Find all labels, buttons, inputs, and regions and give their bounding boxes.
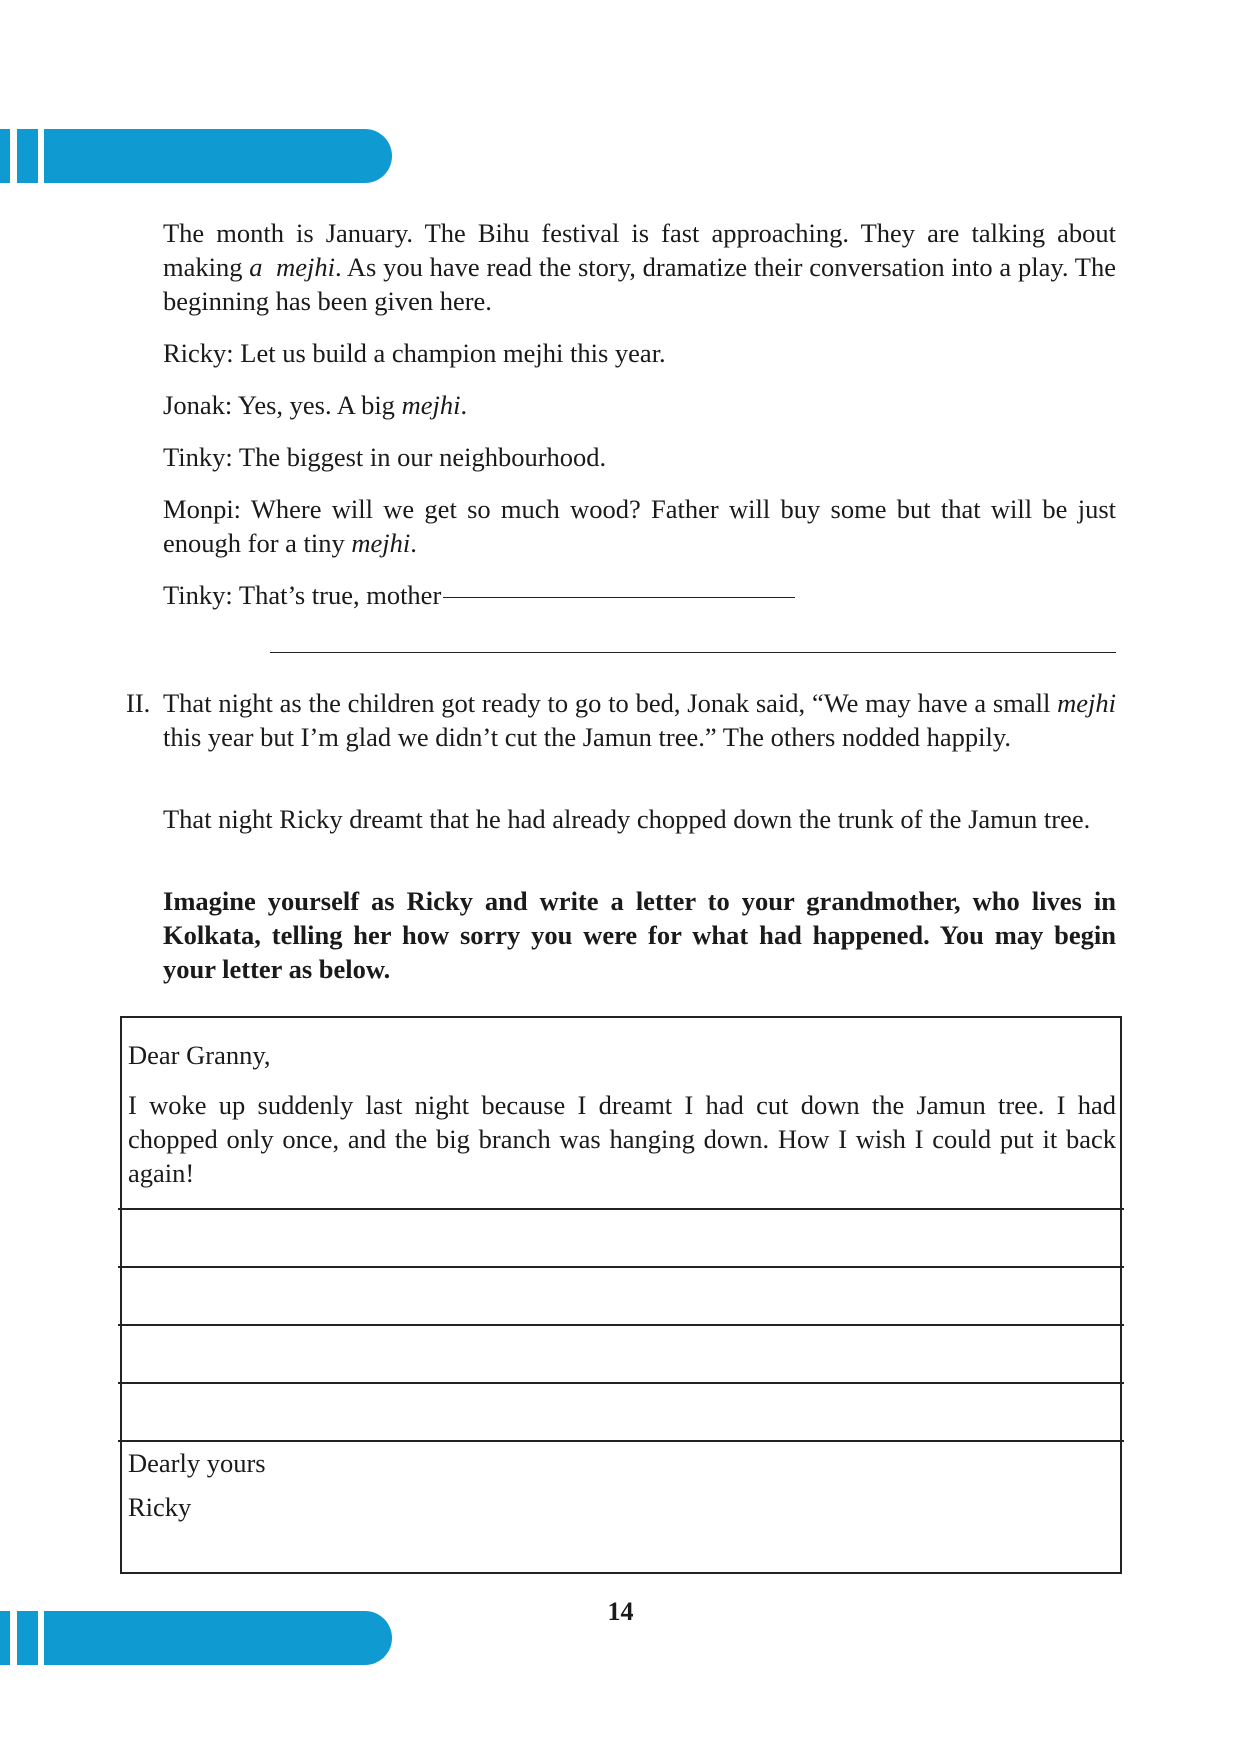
dialogue-line: Tinky: The biggest in our neighbourhood. xyxy=(163,442,607,472)
section2-paragraph: That night Ricky dreamt that he had already chopped down the trunk of the Jamun tree. xyxy=(163,804,1091,834)
dialogue-line: Ricky: Let us build a champion mejhi this year. xyxy=(163,338,666,368)
page-number: 14 xyxy=(607,1597,634,1626)
section-numeral: II. xyxy=(126,688,151,718)
band-stripe xyxy=(0,1611,10,1665)
band-stripe xyxy=(17,1611,38,1665)
letter-body: I woke up suddenly last night because I dreamt I had cut down the Jamun tree. I had chopped only once, and the big branch was hanging down. How I wish I could put it back again! xyxy=(128,1090,1116,1188)
writing-instruction: Imagine yourself as Ricky and write a letter to your grandmother, who lives in Kolkata, telling her how sorry you were for what had happened. You may begin your letter as below. xyxy=(163,886,1116,984)
dialogue-line: Tinky: That’s true, mother xyxy=(163,578,1116,612)
letter-box xyxy=(120,1016,1122,1574)
letter-writing-line xyxy=(118,1324,1124,1326)
band-bar xyxy=(44,1611,392,1665)
answer-blank xyxy=(443,597,795,598)
letter-writing-line xyxy=(118,1208,1124,1210)
dialogue-line: Jonak: Yes, yes. A big mejhi. xyxy=(163,390,468,420)
band-stripe xyxy=(17,129,38,183)
letter-writing-line xyxy=(118,1382,1124,1384)
dialogue-line: Monpi: Where will we get so much wood? Father will buy some but that will be just enough for a tiny mejhi. xyxy=(163,494,1116,558)
letter-writing-line xyxy=(118,1440,1124,1442)
band-stripe xyxy=(0,129,10,183)
letter-writing-line xyxy=(118,1266,1124,1268)
letter-signature: Ricky xyxy=(128,1492,192,1522)
exercise-intro: The month is January. The Bihu festival is fast approaching. They are talking about making a mejhi. As you have read the story, dramatize their conversation into a play. The beginning has been given here. xyxy=(163,218,1116,316)
answer-blank xyxy=(270,652,1116,653)
band-bar xyxy=(44,129,392,183)
letter-greeting: Dear Granny, xyxy=(128,1040,271,1070)
section2-paragraph: That night as the children got ready to go to bed, Jonak said, “We may have a small mejhi this year but I’m glad we didn’t cut the Jamun tree.” The others nodded happily. xyxy=(163,688,1116,752)
letter-closing: Dearly yours xyxy=(128,1448,266,1478)
